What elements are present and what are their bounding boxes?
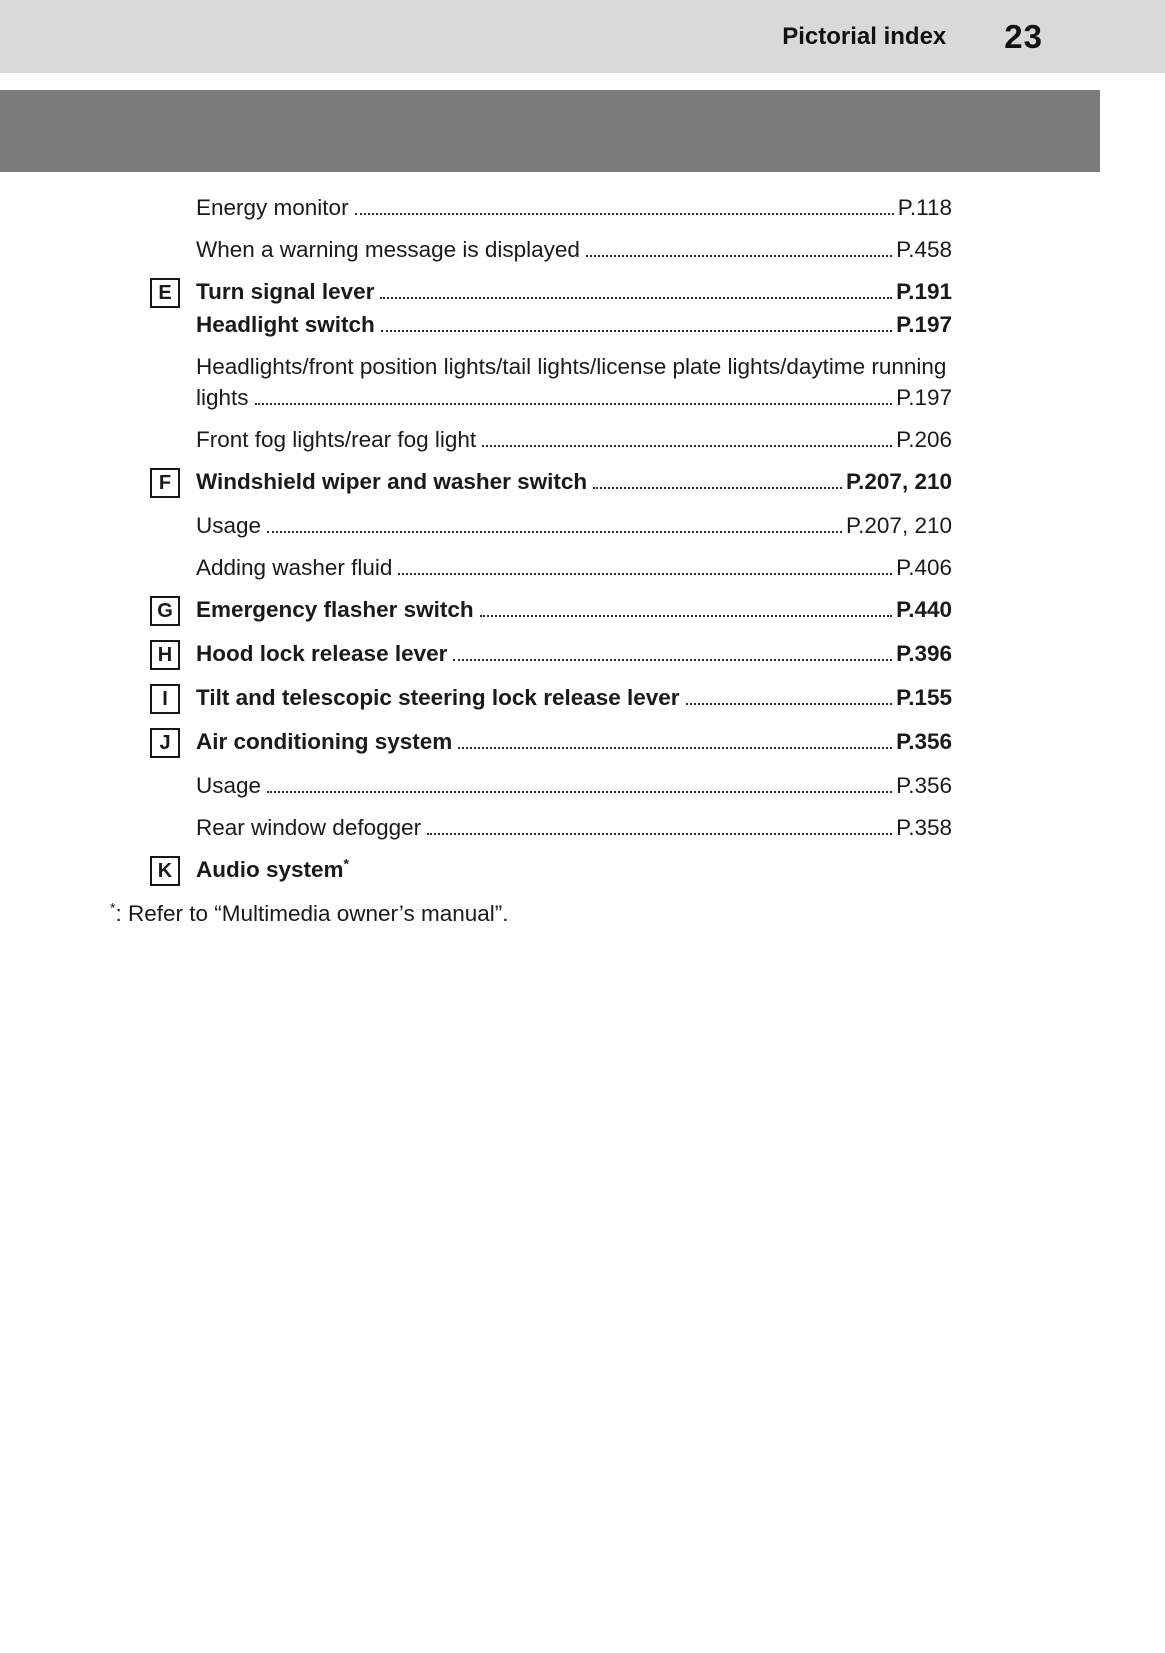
entry-page: P.191 (896, 279, 952, 304)
header-title: Pictorial index (782, 22, 947, 50)
entry-page: P.155 (896, 685, 952, 710)
dotted-leader (398, 573, 892, 575)
footnote (110, 900, 1165, 928)
entry-page: P.207, 210 (846, 513, 952, 538)
toc-entry (150, 814, 952, 842)
letter-column (150, 856, 196, 886)
dotted-leader (453, 659, 892, 661)
letter-column (150, 684, 196, 714)
entry-page: P.118 (897, 195, 952, 220)
dotted-leader (355, 213, 894, 215)
entry-label (196, 856, 349, 884)
entry-label: Adding washer fluid (196, 555, 393, 580)
entry-label-text: Audio system (196, 857, 344, 882)
entry-label: Rear window defogger (196, 815, 422, 840)
entry-page: P.396 (896, 641, 952, 666)
entry-label: Windshield wiper and washer switch (196, 469, 588, 494)
entry-page: P.207, 210 (846, 469, 952, 494)
dotted-leader (381, 330, 892, 332)
entry-label: Headlights/front position lights/tail lights/license plate lights/daytime running (196, 354, 947, 379)
section-band (0, 90, 1100, 172)
dotted-leader (267, 531, 842, 533)
toc-entry (150, 640, 952, 670)
entry-label: When a warning message is displayed (196, 237, 580, 262)
page-header (0, 0, 1165, 73)
entry-page: P.440 (896, 597, 952, 622)
entry-letter-box: J (150, 728, 180, 758)
entry-label: Headlight switch (196, 312, 375, 337)
pictorial-index-list (0, 194, 1165, 886)
entry-letter-box: G (150, 596, 180, 626)
entry-letter-box: I (150, 684, 180, 714)
footnote-marker: * (343, 855, 349, 872)
entry-label: Front fog lights/rear fog light (196, 427, 477, 452)
toc-entry (150, 236, 952, 264)
toc-entry (150, 278, 952, 308)
entry-letter-box: K (150, 856, 180, 886)
toc-entry (150, 684, 952, 714)
dotted-leader (593, 487, 842, 489)
entry-label: Hood lock release lever (196, 641, 448, 666)
entry-page: P.356 (896, 773, 952, 798)
entry-letter-box: H (150, 640, 180, 670)
letter-column (150, 728, 196, 758)
entry-label: Turn signal lever (196, 279, 375, 304)
entry-page: P.358 (896, 815, 952, 840)
entry-label: Usage (196, 773, 262, 798)
toc-entry (150, 512, 952, 540)
letter-column (150, 596, 196, 626)
toc-entry (150, 468, 952, 498)
dotted-leader (255, 403, 893, 405)
toc-entry (150, 772, 952, 800)
letter-column (150, 278, 196, 308)
dotted-leader (686, 703, 893, 705)
entry-label: Emergency flasher switch (196, 597, 474, 622)
dotted-leader (380, 297, 892, 299)
entry-letter-box: E (150, 278, 180, 308)
dotted-leader (482, 445, 892, 447)
toc-entry (150, 728, 952, 758)
footnote-marker: * (110, 899, 116, 916)
dotted-leader (480, 615, 892, 617)
entry-letter-box: F (150, 468, 180, 498)
page-number: 23 (1004, 17, 1043, 55)
toc-entry (150, 353, 952, 381)
toc-entry (150, 426, 952, 454)
entry-page: P.206 (896, 427, 952, 452)
dotted-leader (427, 833, 892, 835)
toc-entry (150, 856, 952, 886)
entry-page: P.406 (896, 555, 952, 580)
entry-label: Energy monitor (196, 195, 349, 220)
letter-column (150, 640, 196, 670)
entry-page: P.197 (896, 312, 952, 337)
entry-label: Tilt and telescopic steering lock release lever (196, 685, 680, 710)
entry-page: P.458 (896, 237, 952, 262)
entry-label: lights (196, 385, 249, 410)
letter-column (150, 468, 196, 498)
toc-entry (150, 596, 952, 626)
dotted-leader (267, 791, 892, 793)
entry-page: P.197 (896, 385, 952, 410)
dotted-leader (458, 747, 892, 749)
entry-page: P.356 (896, 729, 952, 754)
entry-label: Usage (196, 513, 262, 538)
dotted-leader (586, 255, 892, 257)
footnote-text: : Refer to “Multimedia owner’s manual”. (115, 901, 509, 926)
toc-entry (150, 311, 952, 339)
entry-label: Air conditioning system (196, 729, 453, 754)
toc-entry (150, 194, 952, 222)
toc-entry (150, 384, 952, 412)
toc-entry (150, 554, 952, 582)
